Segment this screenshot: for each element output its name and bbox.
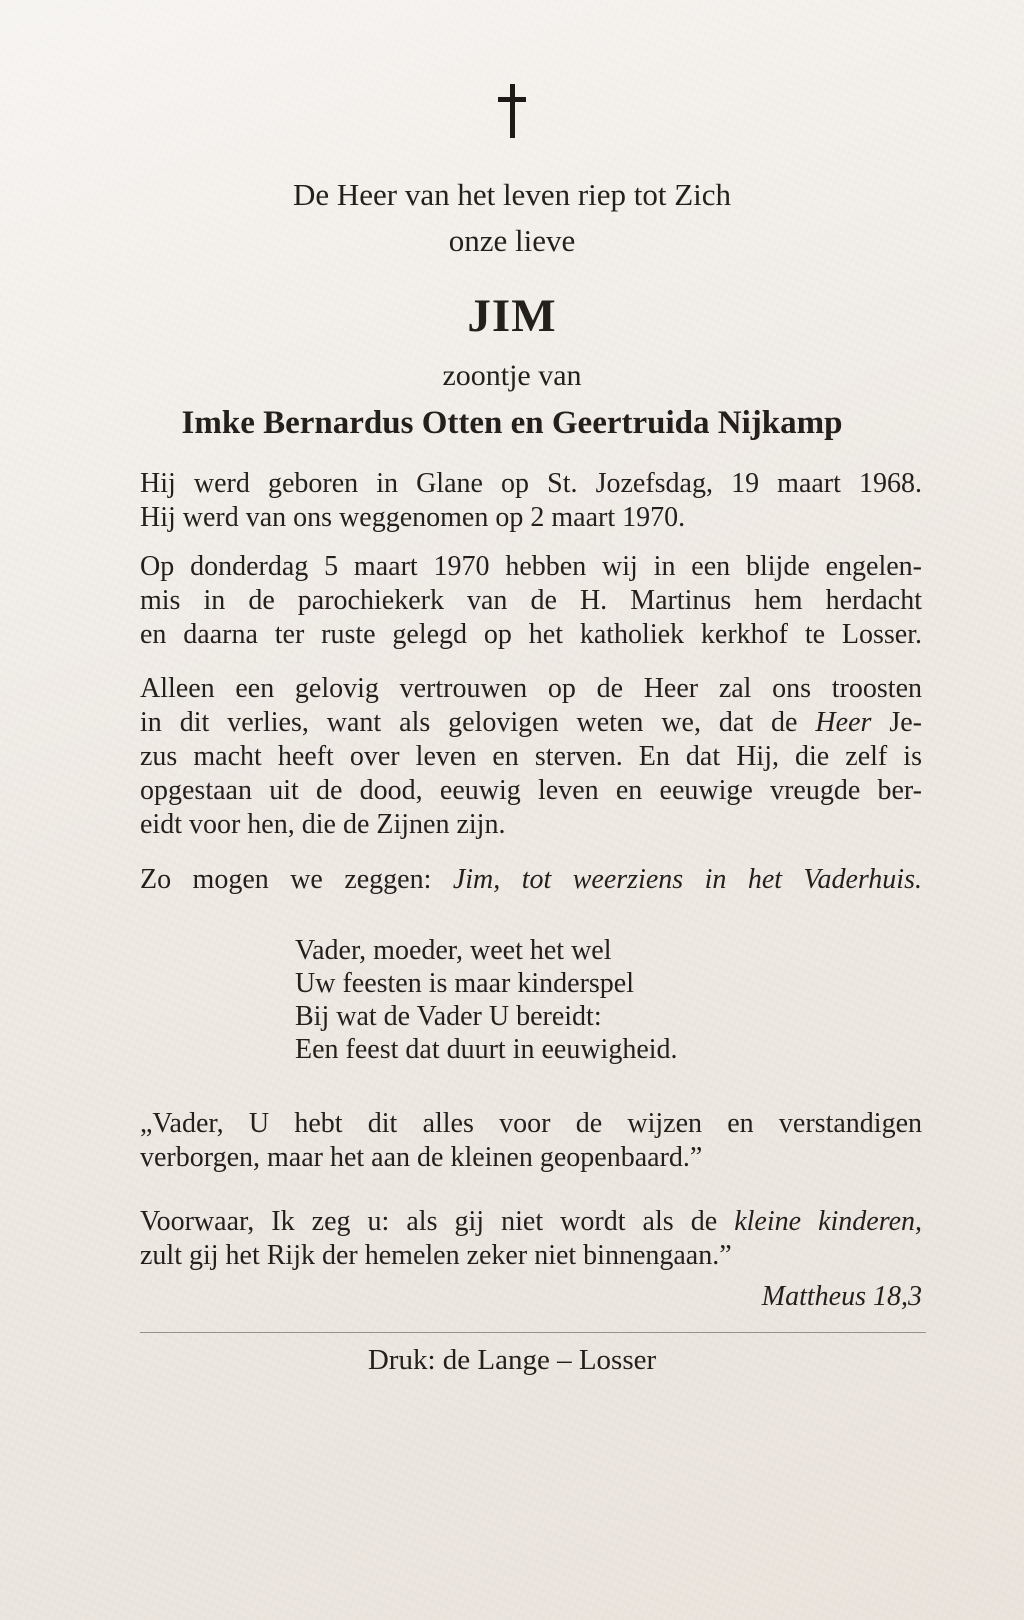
text-line: zult gij het Rijk der hemelen zeker niet binnengaan.”: [140, 1240, 732, 1271]
farewell-line: [140, 863, 922, 897]
scripture-quote-1: [140, 1107, 922, 1175]
text-line: Alleen een gelovig vertrouwen op de Heer zal ons troosten: [140, 673, 922, 704]
cross-horizontal-bar: [498, 97, 526, 102]
text-line: opgestaan uit de dood, eeuwig leven en eeuwige vreugde ber-: [140, 775, 922, 806]
text-run: Voorwaar, Ik zeg u: als gij niet wordt als de: [140, 1206, 735, 1237]
text-run-italic: Jim, tot weerziens in het Vaderhuis.: [452, 864, 922, 895]
text-line: zus macht heeft over leven en sterven. En dat Hij, die zelf is: [140, 741, 922, 772]
paragraph-funeral: [140, 550, 922, 652]
text-line: [140, 706, 922, 740]
text-line: verborgen, maar het aan de kleinen geopenbaard.”: [140, 1142, 703, 1173]
paragraph-birth: [140, 467, 922, 535]
text-line: mis in de parochiekerk van de H. Martinus hem herdacht: [140, 585, 922, 616]
text-line: eidt voor hen, die de Zijnen zijn.: [140, 809, 506, 840]
paragraph-faith: [140, 672, 922, 842]
scripture-citation: Mattheus 18,3: [761, 1281, 922, 1312]
poem-line: Bij wat de Vader U bereidt:: [295, 1001, 602, 1032]
text-line: Op donderdag 5 maart 1970 hebben wij in een blijde engelen-: [140, 551, 922, 582]
poem-line: Vader, moeder, weet het wel: [295, 935, 612, 966]
text-line: en daarna ter ruste gelegd op het katholiek kerkhof te Losser.: [140, 619, 922, 650]
announcement-line-1: De Heer van het leven riep tot Zich: [292, 177, 732, 212]
announcement-line-2: onze lieve: [448, 223, 576, 258]
memorial-card: [0, 84, 1024, 1620]
text-run-italic: Heer: [815, 707, 872, 738]
cross-vertical-bar: [510, 84, 515, 138]
text-line: [140, 1205, 922, 1239]
body-text: [140, 467, 922, 1314]
text-run-italic: kleine kinderen,: [734, 1206, 922, 1237]
text-line: „Vader, U hebt dit alles voor de wijzen en verstandigen: [140, 1108, 922, 1139]
poem-line: Uw feesten is maar kinderspel: [295, 968, 634, 999]
poem: [140, 934, 922, 1066]
text-run: Zo mogen we zeggen:: [140, 864, 453, 895]
header-section: [0, 172, 1024, 443]
text-run: Je-: [871, 707, 922, 738]
printer-credit: Druk: de Lange – Losser: [367, 1344, 657, 1376]
parents-names: Imke Bernardus Otten en Geertruida Nijkamp: [181, 405, 843, 441]
text-run: in dit verlies, want als gelovigen weten we, dat de: [140, 707, 816, 738]
poem-line: Een feest dat duurt in eeuwigheid.: [295, 1034, 678, 1065]
relation-line: zoontje van: [442, 359, 582, 392]
text-line: [140, 863, 922, 897]
text-line: Hij werd geboren in Glane op St. Jozefsdag, 19 maart 1968.: [140, 468, 922, 499]
deceased-name: JIM: [467, 290, 557, 342]
cross-icon: [497, 84, 527, 138]
divider: [140, 1332, 926, 1333]
scripture-quote-2: [140, 1205, 922, 1273]
text-line: Hij werd van ons weggenomen op 2 maart 1970.: [140, 502, 686, 533]
